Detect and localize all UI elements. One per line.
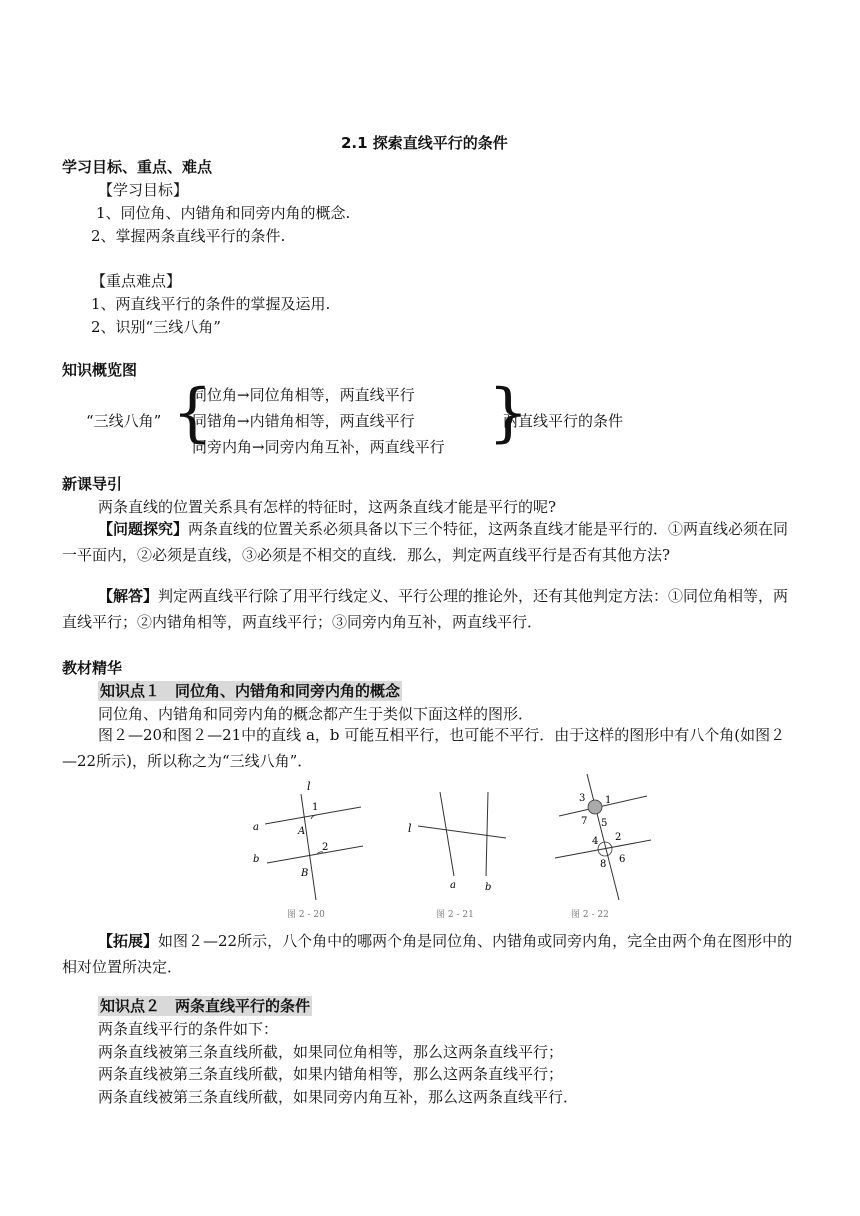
fig3-caption: 图 2 - 22 <box>571 910 609 920</box>
fig2-label: a <box>450 880 456 891</box>
kp2-line: 两条直线被第三条直线所截，如果内错角相等，那么这两条直线平行； <box>98 1065 564 1083</box>
fig1-label: 2 <box>322 842 329 853</box>
fig1-label: l <box>307 780 311 793</box>
kp2-line: 两条直线被第三条直线所截，如果同旁内角互补，那么这两条直线平行． <box>98 1088 579 1106</box>
overview-item: 同旁内角→同旁内角互补，两直线平行 <box>192 438 445 456</box>
overview-item: 同位角→同位角相等，两直线平行 <box>192 386 415 404</box>
extension-text: 如图２—22所示，八个角中的哪两个角是同位角、内错角或同旁内角，完全由两个角在图形中的相对位置所决定． <box>62 932 793 976</box>
extension-label: 【拓展】 <box>98 932 159 950</box>
overview-item: 同错角→内错角相等，两直线平行 <box>192 412 415 430</box>
fig3-label: 5 <box>601 818 608 829</box>
overview-right-label: 两直线平行的条件 <box>503 412 624 430</box>
goal-item: 2、掌握两条直线平行的条件. <box>91 227 286 245</box>
fig2-label: b <box>485 882 492 893</box>
key-item: 2、识别“三线八角” <box>91 318 221 336</box>
kp1-figure-paragraph: 图２—20和图２—21中的直线 a，b 可能互相平行，也可能不平行．由于这样的图形中有八个角(如图２—22所示)，所以称之为“三线八角”． <box>62 726 786 770</box>
answer-paragraph <box>62 583 800 635</box>
fig2-caption: 图 2 - 21 <box>436 910 474 920</box>
goals-label: 【学习目标】 <box>98 181 189 199</box>
kp2-line: 两条直线被第三条直线所截，如果同位角相等，那么这两条直线平行； <box>98 1043 564 1061</box>
fig3-label: 4 <box>592 836 599 847</box>
fig3-label: 7 <box>581 816 588 827</box>
objectives-heading: 学习目标、重点、难点 <box>62 158 213 176</box>
fig3-label: 3 <box>579 793 586 804</box>
overview-heading: 知识概览图 <box>62 361 138 379</box>
extension-paragraph <box>62 928 800 980</box>
figure-2-20 <box>245 772 375 922</box>
kp1-title: 知识点１ 同位角、内错角和同旁内角的概念 <box>100 682 401 700</box>
answer-label: 【解答】 <box>98 587 159 605</box>
kp1-paragraph: 同位角、内错角和同旁内角的概念都产生于类似下面这样的图形． <box>98 705 534 723</box>
intro-heading: 新课导引 <box>62 475 123 493</box>
problem-paragraph <box>62 516 800 568</box>
problem-label: 【问题探究】 <box>98 520 189 538</box>
kp2-line: 两条直线平行的条件如下： <box>98 1020 279 1038</box>
figure-2-21 <box>402 782 512 922</box>
key-item: 1、两直线平行的条件的掌握及运用. <box>91 295 331 313</box>
material-heading: 教材精华 <box>62 659 123 677</box>
right-brace: } <box>488 376 529 450</box>
fig3-label: 2 <box>615 832 622 843</box>
fig1-label: 1 <box>312 802 319 813</box>
fig1-label: A <box>298 826 306 837</box>
goal-item: 1、同位角、内错角和同旁内角的概念. <box>96 204 351 222</box>
fig3-label: 6 <box>619 854 626 865</box>
key-label: 【重点难点】 <box>91 272 182 290</box>
fig1-label: a <box>253 822 259 833</box>
fig1-caption: 图 2 - 20 <box>287 910 325 920</box>
kp2-title: 知识点２ 两条直线平行的条件 <box>100 997 311 1015</box>
fig3-label: 8 <box>600 859 607 870</box>
overview-left-label: “三线八角” <box>86 412 162 430</box>
figure-2-22 <box>545 772 660 922</box>
fig1-label: B <box>301 868 309 879</box>
problem-text: 两条直线的位置关系必须具备以下三个特征，这两条直线才能是平行的．①两直线必须在同一平面内，②必须是直线，③必须是不相交的直线．那么，判定两直线平行是否有其他方法? <box>62 520 789 564</box>
fig1-label: b <box>253 854 260 865</box>
fig2-label: l <box>408 822 412 835</box>
left-brace: { <box>172 376 213 450</box>
answer-text: 判定两直线平行除了用平行线定义、平行公理的推论外，还有其他判定方法：①同位角相等，两直线平行；②内错角相等，两直线平行；③同旁内角互补，两直线平行． <box>62 587 789 631</box>
fig3-label: 1 <box>605 795 612 806</box>
intro-question: 两条直线的位置关系具有怎样的特征时，这两条直线才能是平行的呢? <box>98 498 557 516</box>
page-title: 2.1 探索直线平行的条件 <box>341 134 508 152</box>
